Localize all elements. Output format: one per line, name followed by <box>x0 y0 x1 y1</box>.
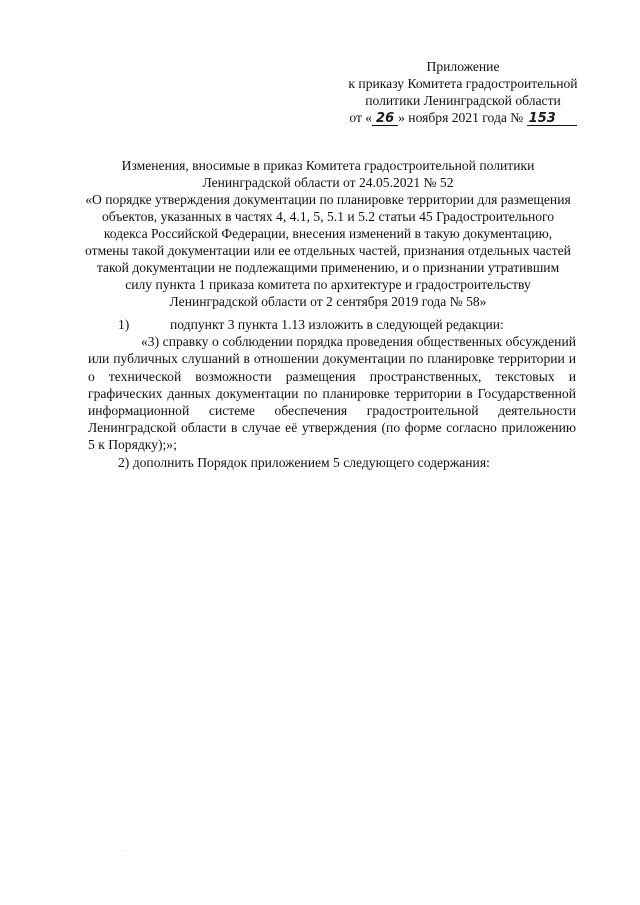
handwritten-day: 26 <box>372 112 398 126</box>
item-2: 2) дополнить Порядок приложением 5 следующего содержания: <box>118 454 490 470</box>
heading-line: Ленинградской области от 24.05.2021 № 52 <box>202 175 454 190</box>
item-1 <box>88 316 576 333</box>
quote-line: или публичных слушаний в отношении документации по планировке территории и <box>88 351 576 367</box>
quote-line: о технической возможности размещения пространственных, текстовых и <box>88 368 576 384</box>
quote-line: 5 к Порядку);»; <box>88 437 177 453</box>
document-body <box>88 316 576 471</box>
attachment-org: политики Ленинградской области <box>365 93 561 108</box>
quote-line: информационной системе обеспечения градостроительной деятельности <box>88 403 576 419</box>
heading-line: кодекса Российской Федерации, внесения изменений в такую документацию, <box>103 226 553 241</box>
quote-line: графических данных документации по планировке территории в Государственной <box>88 385 576 401</box>
attachment-header <box>318 58 608 126</box>
attachment-date-line <box>318 109 608 126</box>
heading-line: Ленинградской области от 2 сентября 2019 года № 58» <box>169 294 487 309</box>
heading-line: Изменения, вносимые в приказ Комитета градостроительной политики <box>121 158 535 173</box>
handwritten-order-number: 153 <box>527 112 577 126</box>
quote-line: Ленинградской области в случае её утверждения (по форме согласно приложению <box>88 420 576 436</box>
heading-line: отмены такой документации или ее отдельных частей, признания отдельных частей <box>85 243 571 258</box>
heading-line: силу пункта 1 приказа комитета по архитектуре и градостроительству <box>125 277 531 292</box>
heading-line: объектов, указанных в частях 4, 4.1, 5, 5.1 и 5.2 статьи 45 Градостроительного <box>101 209 555 224</box>
item-1-number: 1) <box>118 317 130 332</box>
scan-speck <box>122 850 124 851</box>
quote-line: «3) справку о соблюдении порядка проведения общественных обсуждений <box>141 334 576 350</box>
date-prefix: от « <box>349 110 373 125</box>
attachment-title: Приложение <box>426 59 500 74</box>
heading-line: такой документации не подлежащими применению, и о признании утратившим <box>96 260 560 275</box>
quoted-subparagraph <box>88 333 576 453</box>
document-heading <box>80 157 576 310</box>
heading-line: «О порядке утверждения документации по планировке территории для размещения <box>85 192 571 207</box>
date-middle: » ноября 2021 года № <box>398 110 524 125</box>
attachment-order-ref: к приказу Комитета градостроительной <box>348 76 578 91</box>
item-1-text: подпункт 3 пункта 1.13 изложить в следующей редакции: <box>170 317 504 332</box>
